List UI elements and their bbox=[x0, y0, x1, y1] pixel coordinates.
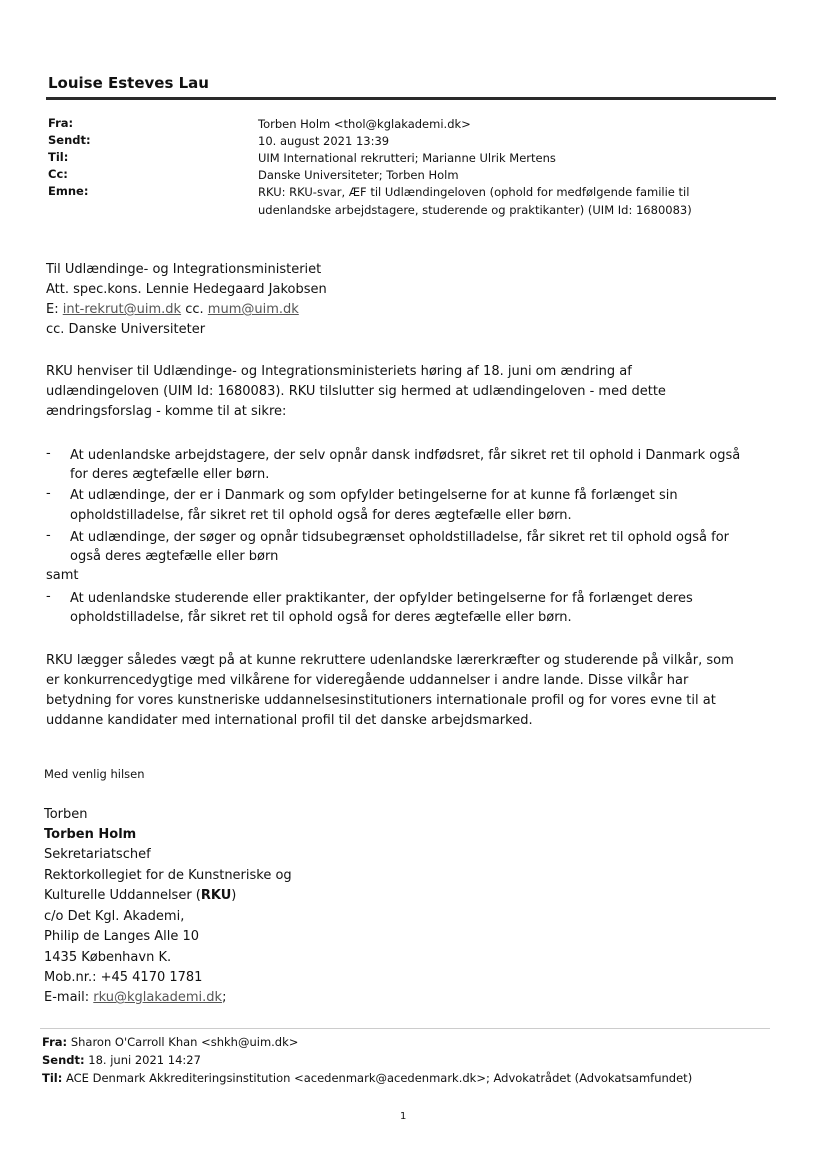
intro-line-1: RKU henviser til Udlændinge- og Integrationsministeriets høring af 18. juni om ændring af bbox=[46, 364, 632, 379]
from-value: Torben Holm <thol@kglakademi.dk> bbox=[258, 117, 471, 131]
address-line-2: Att. spec.kons. Lennie Hedegaard Jakobsen bbox=[46, 282, 327, 297]
sent-value: 10. august 2021 13:39 bbox=[258, 134, 390, 148]
from-label: Fra: bbox=[48, 116, 74, 130]
bullet-dash: - bbox=[46, 486, 51, 501]
subject-label: Emne: bbox=[48, 184, 89, 198]
samt-word: samt bbox=[46, 568, 79, 583]
closing-line-2: er konkurrencedygtige med vilkårene for videregående uddannelser i andre lande. Disse vilkår har bbox=[46, 673, 689, 688]
signature-email-label: E-mail: bbox=[44, 990, 90, 1005]
subject-line-2: udenlandske arbejdstagere, studerende og praktikanter) (UIM Id: 1680083) bbox=[258, 203, 692, 217]
intro-line-2: udlændingeloven (UIM Id: 1680083). RKU tilslutter sig hermed at udlændingeloven - med dette bbox=[46, 384, 666, 399]
signature-first-name: Torben bbox=[44, 807, 88, 822]
signature-title: Sekretariatschef bbox=[44, 847, 151, 862]
email-link-int-rekrut[interactable]: int-rekrut@uim.dk bbox=[62, 302, 182, 317]
forwarded-sent-label: Sendt: bbox=[42, 1053, 85, 1067]
bullet-dash: - bbox=[46, 446, 51, 461]
signature-email-line bbox=[44, 988, 226, 1009]
forward-separator bbox=[40, 1028, 770, 1029]
signature-email-suffix: ; bbox=[222, 990, 227, 1005]
bullet-4-line-1: At udenlandske studerende eller praktikanter, der opfylder betingelserne for få forlænget deres bbox=[70, 591, 693, 606]
to-value: UIM International rekrutteri; Marianne Ulrik Mertens bbox=[258, 151, 556, 165]
forwarded-to-label: Til: bbox=[42, 1071, 63, 1085]
cc-word: cc. bbox=[185, 302, 204, 317]
header-rule bbox=[46, 97, 776, 100]
signature-address-1: c/o Det Kgl. Akademi, bbox=[44, 909, 185, 924]
org-line-2-prefix: Kulturelle Uddannelser ( bbox=[44, 888, 201, 903]
closing-line-3: betydning for vores kunstneriske uddannelsesinstitutioners internationale profil og for vores evne til at bbox=[46, 693, 716, 708]
email-prefix: E: bbox=[46, 302, 59, 317]
bullet-dash: - bbox=[46, 528, 51, 543]
mailbox-owner-name: Louise Esteves Lau bbox=[48, 74, 209, 92]
org-line-2-suffix: ) bbox=[231, 888, 237, 903]
cc-value: Danske Universiteter; Torben Holm bbox=[258, 168, 459, 182]
cc-label: Cc: bbox=[48, 167, 68, 181]
address-line-1: Til Udlændinge- og Integrationsministeriet bbox=[46, 262, 322, 277]
signature-email-link[interactable]: rku@kglakademi.dk bbox=[93, 990, 223, 1005]
subject-line-1: RKU: RKU-svar, ÆF til Udlændingeloven (ophold for medfølgende familie til bbox=[258, 185, 690, 199]
bullet-1-line-1: At udenlandske arbejdstagere, der selv opnår dansk indfødsret, får sikret ret til ophold i Danmark også bbox=[70, 448, 741, 463]
org-abbr: RKU bbox=[200, 888, 232, 903]
signature-address-2: Philip de Langes Alle 10 bbox=[44, 929, 200, 944]
closing-line-1: RKU lægger således vægt på at kunne rekruttere udenlandske lærerkræfter og studerende på vilkår, som bbox=[46, 653, 734, 668]
to-label: Til: bbox=[48, 150, 69, 164]
signature-org-line-1: Rektorkollegiet for de Kunstneriske og bbox=[44, 868, 292, 883]
bullet-2-line-1: At udlændinge, der er i Danmark og som opfylder betingelserne for at kunne få forlænget sin bbox=[70, 488, 678, 503]
bullet-3-line-2: også deres ægtefælle eller børn bbox=[70, 549, 279, 564]
bullet-2-line-2: opholdstilladelse, får sikret ret til ophold også for deres ægtefælle eller børn. bbox=[70, 508, 572, 523]
forwarded-from bbox=[42, 1035, 298, 1049]
bullet-4-line-2: opholdstilladelse, får sikret ret til ophold også for deres ægtefælle eller børn. bbox=[70, 610, 572, 625]
signature-mobile: Mob.nr.: +45 4170 1781 bbox=[44, 970, 203, 985]
forwarded-to bbox=[42, 1071, 692, 1085]
bullet-3-line-1: At udlændinge, der søger og opnår tidsubegrænset opholdstilladelse, får sikret ret til ophold også for bbox=[70, 530, 729, 545]
greeting: Med venlig hilsen bbox=[44, 767, 145, 781]
bullet-dash: - bbox=[46, 589, 51, 604]
address-line-4: cc. Danske Universiteter bbox=[46, 322, 206, 337]
forwarded-to-value: ACE Denmark Akkrediteringsinstitution <acedenmark@acedenmark.dk>; Advokatrådet (Advokatsamfundet) bbox=[65, 1071, 693, 1085]
signature-address-3: 1435 København K. bbox=[44, 950, 172, 965]
bullet-1-line-2: for deres ægtefælle eller børn. bbox=[70, 467, 270, 482]
forwarded-from-value: Sharon O'Carroll Khan <shkh@uim.dk> bbox=[70, 1035, 299, 1049]
signature-org-line-2 bbox=[44, 886, 236, 907]
sent-label: Sendt: bbox=[48, 133, 91, 147]
intro-line-3: ændringsforslag - komme til at sikre: bbox=[46, 404, 287, 419]
forwarded-sent bbox=[42, 1053, 201, 1067]
email-link-mum[interactable]: mum@uim.dk bbox=[207, 302, 299, 317]
signature-full-name: Torben Holm bbox=[44, 827, 137, 842]
forwarded-from-label: Fra: bbox=[42, 1035, 68, 1049]
page-number: 1 bbox=[400, 1111, 407, 1122]
forwarded-sent-value: 18. juni 2021 14:27 bbox=[88, 1053, 201, 1067]
closing-line-4: uddanne kandidater med international profil til det danske arbejdsmarked. bbox=[46, 713, 533, 728]
address-email-line bbox=[46, 300, 776, 320]
